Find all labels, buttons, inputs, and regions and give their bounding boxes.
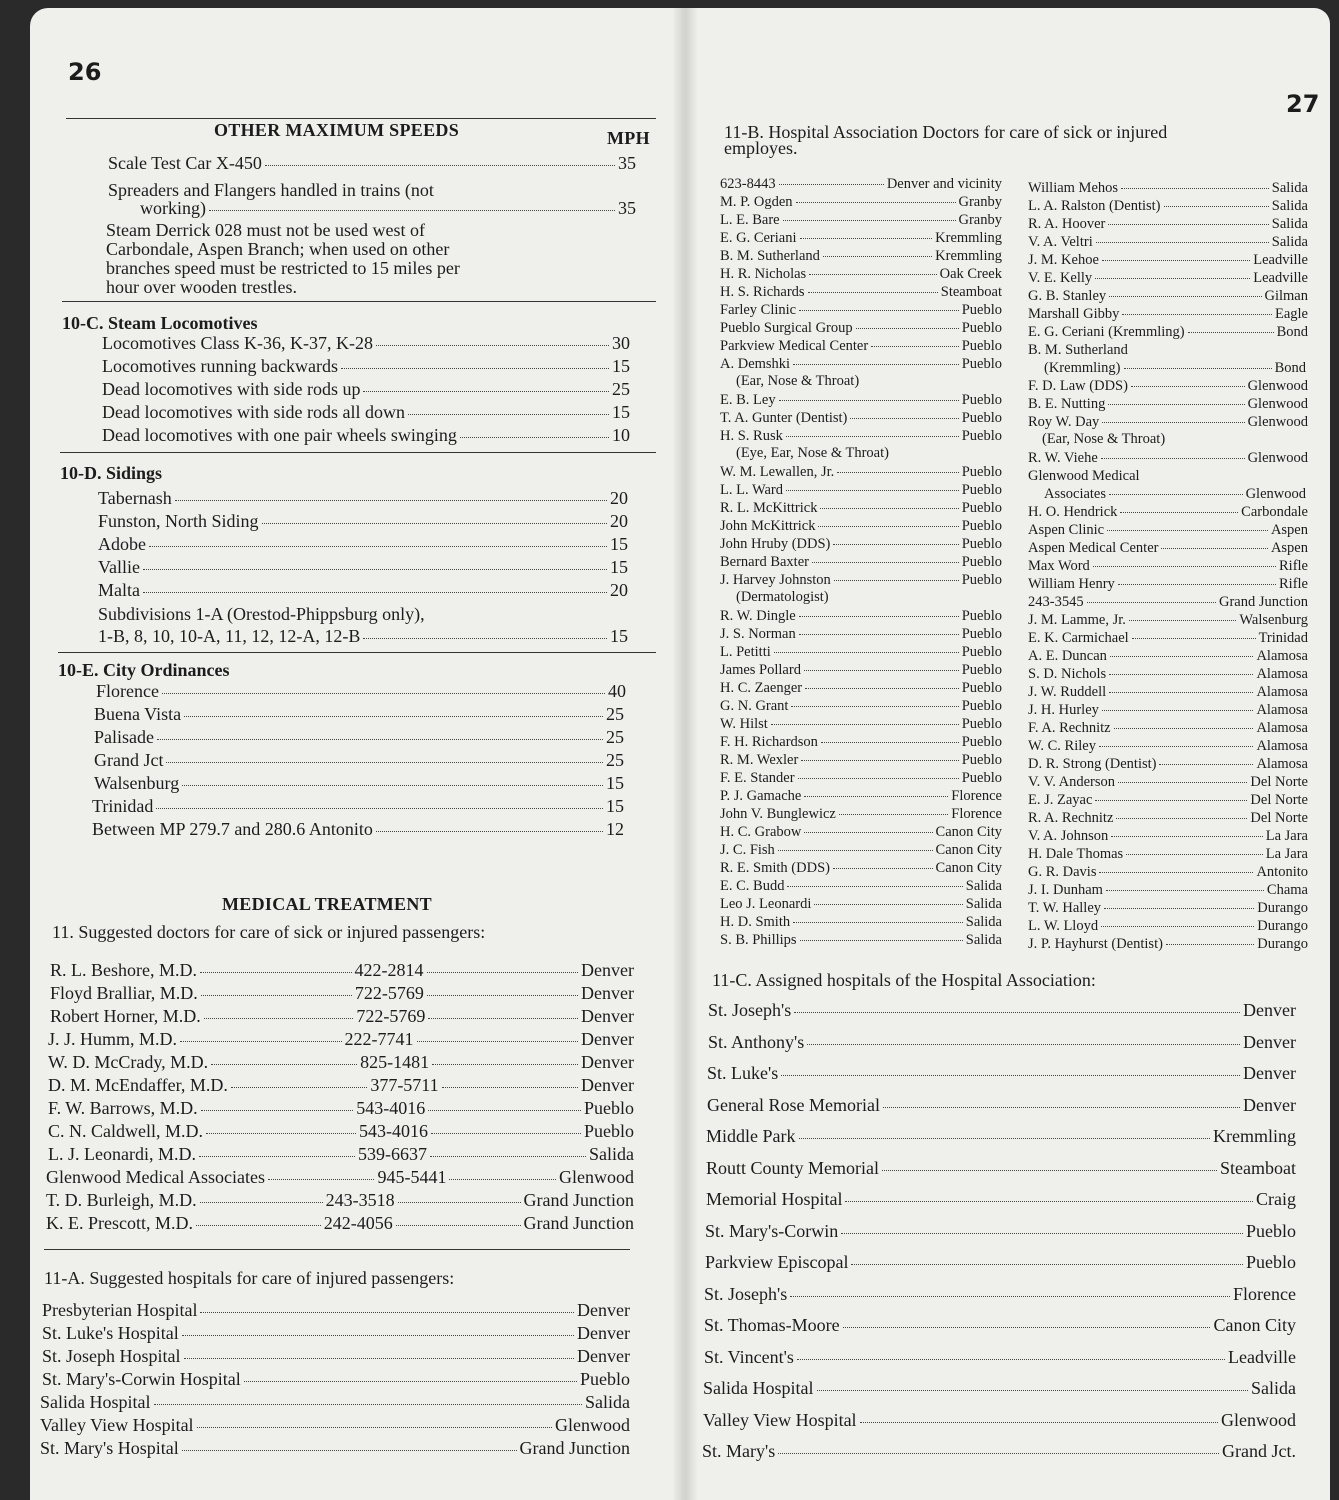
assigned-hospital-row: St. Luke's Denver [707,1063,1296,1083]
association-doctor-row: S. D. Nichols Alamosa [1028,666,1308,682]
association-doctor-row: T. W. Halley Durango [1028,900,1308,916]
association-doctor-row: E. G. Ceriani Kremmling [720,230,1002,246]
doctor-row: Floyd Bralliar, M.D. 722-5769 Denver [50,983,635,1003]
association-doctor-row: F. E. Stander Pueblo [720,770,1002,786]
assigned-hospital-row: Valley View Hospital Glenwood [703,1409,1296,1430]
association-doctor-row: Associates Glenwood [1044,486,1306,502]
assigned-hospital-row: St. Joseph's Florence [704,1283,1296,1304]
speed-row: Palisade 25 [94,727,624,747]
speed-row: Locomotives Class K-36, K-37, K-28 30 [102,333,630,353]
specialty-note: (Eye, Ear, Nose & Throat) [736,445,889,461]
association-doctor-row: G. B. Stanley Gilman [1028,288,1308,304]
association-doctor-row: P. J. Gamache Florence [720,788,1002,804]
association-doctor-row: J. M. Kehoe Leadville [1028,252,1308,268]
association-doctor-row: F. A. Rechnitz Alamosa [1028,720,1308,736]
speed-row: Malta 20 [98,580,628,600]
section-10e-title: 10-E. City Ordinances [58,660,230,680]
association-doctor-row: M. P. Ogden Granby [720,194,1002,210]
section-10d-title: 10-D. Sidings [60,463,163,483]
association-doctor-row: S. B. Phillips Salida [720,932,1002,948]
doctor-row: T. D. Burleigh, M.D. 243-3518 Grand Junction [46,1190,635,1210]
association-doctor-row: R. A. Hoover Salida [1028,216,1308,232]
assigned-hospital-row: Memorial Hospital Craig [706,1189,1296,1209]
medical-treatment-title: MEDICAL TREATMENT [222,894,432,914]
doctor-row: J. J. Humm, M.D. 222-7741 Denver [48,1029,634,1049]
speed-row: Adobe 15 [98,534,628,554]
assigned-hospital-row: Salida Hospital Salida [703,1378,1296,1398]
association-doctor-row: H. S. Richards Steamboat [720,284,1002,300]
section-10c-title: 10-C. Steam Locomotives [62,313,258,333]
assigned-hospital-row: St. Anthony's Denver [708,1031,1296,1052]
assigned-hospital-row: St. Joseph's Denver [708,1000,1296,1020]
association-doctor-row: J. Harvey Johnston Pueblo [720,572,1002,588]
association-doctor-row: J. M. Lamme, Jr. Walsenburg [1028,612,1308,628]
association-doctor-row: H. R. Nicholas Oak Creek [720,266,1002,282]
hospital-row: St. Joseph Hospital Denver [42,1346,630,1366]
association-doctor-row: L. E. Bare Granby [720,212,1002,228]
association-doctor-row: Aspen Medical Center Aspen [1028,540,1308,556]
assigned-hospital-row: General Rose Memorial Denver [707,1094,1296,1115]
association-doctor-row: R. E. Smith (DDS) Canon City [720,860,1002,876]
association-doctor-row: Roy W. Day Glenwood [1028,414,1308,430]
association-doctor-row: R. W. Viehe Glenwood [1028,450,1308,466]
book-gutter [672,8,698,1500]
speed-row: Dead locomotives with side rods all down 15 [102,402,630,422]
association-doctor-row: J. W. Ruddell Alamosa [1028,684,1308,700]
association-doctor-row: E. B. Ley Pueblo [720,392,1002,408]
divider [58,652,656,653]
assigned-hospital-row: Middle Park Kremmling [706,1126,1296,1146]
section-11-intro: 11. Suggested doctors for care of sick or injured passengers: [52,922,486,942]
speed-row: Tabernash 20 [98,488,628,508]
association-doctor-row: H. S. Rusk Pueblo [720,428,1002,444]
divider [60,452,656,453]
speed-row: 1-B, 8, 10, 10-A, 11, 12, 12-A, 12-B 15 [98,626,628,646]
doctor-row: L. J. Leonardi, M.D. 539-6637 Salida [48,1144,635,1164]
association-doctor-row: 243-3545 Grand Junction [1028,594,1308,610]
doctor-row: Robert Horner, M.D. 722-5769 Denver [50,1006,635,1026]
association-doctor-row: Max Word Rifle [1028,558,1308,574]
assigned-hospital-row: Routt County Memorial Steamboat [706,1157,1296,1178]
hospital-row: St. Mary's-Corwin Hospital Pueblo [42,1369,630,1389]
association-doctor-row: John V. Bunglewicz Florence [720,806,1002,822]
association-doctor-row: V. V. Anderson Del Norte [1028,774,1308,790]
speed-row: Buena Vista 25 [94,704,624,724]
speed-text: hour over wooden trestles. [106,277,297,297]
association-doctor-name: Glenwood Medical [1028,468,1140,484]
association-doctor-row: F. D. Law (DDS) Glenwood [1028,378,1308,394]
hospital-row: St. Luke's Hospital Denver [42,1323,630,1343]
doctor-row: R. L. Beshore, M.D. 422-2814 Denver [50,960,635,980]
speed-row: Trinidad 15 [92,796,624,816]
speed-text: Subdivisions 1-A (Orestod-Phippsburg only), [98,604,425,624]
association-doctor-row: James Pollard Pueblo [720,662,1002,678]
doctor-row: W. D. McCrady, M.D. 825-1481 Denver [48,1052,635,1072]
speed-row: Between MP 279.7 and 280.6 Antonito 12 [92,819,624,839]
page-number-left: 26 [68,58,102,86]
assigned-hospital-row: St. Thomas-Moore Canon City [704,1315,1296,1335]
speed-row: Funston, North Siding 20 [98,511,628,531]
association-doctor-row: John McKittrick Pueblo [720,518,1002,534]
assigned-hospital-row: St. Mary's Grand Jct. [702,1441,1296,1461]
association-doctor-row: V. A. Johnson La Jara [1028,828,1308,844]
association-doctor-row: W. C. Riley Alamosa [1028,738,1308,754]
association-doctor-row: L. W. Lloyd Durango [1028,918,1308,934]
association-doctor-row: E. G. Ceriani (Kremmling) Bond [1028,324,1308,340]
section-11a-intro: 11-A. Suggested hospitals for care of injured passengers: [44,1268,455,1288]
association-doctor-row: T. A. Gunter (Dentist) Pueblo [720,410,1002,426]
association-doctor-row: William Henry Rifle [1028,576,1308,592]
association-doctor-row: H. D. Smith Salida [720,914,1002,930]
speed-row: Walsenburg 15 [94,773,624,793]
association-doctor-row: J. I. Dunham Chama [1028,882,1308,898]
association-doctor-row: E. J. Zayac Del Norte [1028,792,1308,808]
divider [62,301,656,302]
assigned-hospital-row: Parkview Episcopal Pueblo [705,1252,1296,1272]
speed-text: branches speed must be restricted to 15 miles per [106,258,460,278]
association-doctor-row: Parkview Medical Center Pueblo [720,338,1002,354]
association-doctor-row: John Hruby (DDS) Pueblo [720,536,1002,552]
association-doctor-row: G. R. Davis Antonito [1028,864,1308,880]
hospital-row: Salida Hospital Salida [40,1392,630,1412]
association-doctor-row: L. A. Ralston (Dentist) Salida [1028,198,1308,214]
association-doctor-row: J. P. Hayhurst (Dentist) Durango [1028,936,1308,952]
speed-row: Locomotives running backwards 15 [102,356,630,376]
association-doctor-row: V. E. Kelly Leadville [1028,270,1308,286]
hospital-row: Valley View Hospital Glenwood [40,1415,630,1435]
speed-row: Scale Test Car X-450 35 [108,153,636,173]
association-doctor-row: H. O. Hendrick Carbondale [1028,504,1308,520]
association-doctor-row: L. Petitti Pueblo [720,644,1002,660]
speed-row: Dead locomotives with one pair wheels swinging 10 [102,425,630,445]
assigned-hospital-row: St. Mary's-Corwin Pueblo [705,1220,1296,1241]
association-doctor-row: V. A. Veltri Salida [1028,234,1308,250]
doctor-row: C. N. Caldwell, M.D. 543-4016 Pueblo [48,1121,635,1141]
association-doctor-row: B. M. Sutherland Kremmling [720,248,1002,264]
association-doctor-row: H. C. Grabow Canon City [720,824,1002,840]
association-doctor-row: William Mehos Salida [1028,180,1308,196]
doctor-row: Glenwood Medical Associates 945-5441 Glenwood [46,1167,635,1187]
association-doctor-name: B. M. Sutherland [1028,342,1128,358]
max-speeds-title: OTHER MAXIMUM SPEEDS [214,120,460,140]
association-doctor-row: Farley Clinic Pueblo [720,302,1002,318]
association-doctor-row: E. C. Budd Salida [720,878,1002,894]
divider [66,118,656,119]
association-doctor-row: D. R. Strong (Dentist) Alamosa [1028,756,1308,772]
association-doctor-row: J. C. Fish Canon City [720,842,1002,858]
association-doctor-row: R. M. Wexler Pueblo [720,752,1002,768]
section-11c-intro: 11-C. Assigned hospitals of the Hospital Association: [712,970,1096,990]
association-doctor-row: Aspen Clinic Aspen [1028,522,1308,538]
speed-row: Florence 40 [96,681,626,701]
speed-text: Spreaders and Flangers handled in trains (not [108,180,434,200]
specialty-note: (Ear, Nose & Throat) [736,373,860,389]
association-doctor-row: Pueblo Surgical Group Pueblo [720,320,1002,336]
divider [44,1249,630,1250]
association-doctor-row: W. Hilst Pueblo [720,716,1002,732]
speed-text: Carbondale, Aspen Branch; when used on other [106,239,450,259]
speed-row: Dead locomotives with side rods up 25 [102,379,630,399]
association-doctor-row: 623-8443 Denver and vicinity [720,176,1002,192]
section-11b-intro: 11-B. Hospital Association Doctors for care of sick or injured [724,122,1168,142]
specialty-note: (Ear, Nose & Throat) [1042,431,1166,447]
association-doctor-row: A. Demshki Pueblo [720,356,1002,372]
association-doctor-row: R. L. McKittrick Pueblo [720,500,1002,516]
hospital-row: St. Mary's Hospital Grand Junction [40,1438,630,1458]
mph-header: MPH [607,128,650,148]
association-doctor-row: J. H. Hurley Alamosa [1028,702,1308,718]
association-doctor-row: H. Dale Thomas La Jara [1028,846,1308,862]
association-doctor-row: L. L. Ward Pueblo [720,482,1002,498]
association-doctor-row: E. K. Carmichael Trinidad [1028,630,1308,646]
section-11b-intro-cont: employes. [724,138,798,158]
doctor-row: F. W. Barrows, M.D. 543-4016 Pueblo [48,1098,634,1118]
association-doctor-row: A. E. Duncan Alamosa [1028,648,1308,664]
hospital-row: Presbyterian Hospital Denver [42,1300,630,1320]
specialty-note: (Dermatologist) [736,589,829,605]
association-doctor-row: Bernard Baxter Pueblo [720,554,1002,570]
association-doctor-row: Leo J. Leonardi Salida [720,896,1002,912]
speed-row: Vallie 15 [98,557,628,577]
association-doctor-row: H. C. Zaenger Pueblo [720,680,1002,696]
association-doctor-row: (Kremmling) Bond [1044,360,1306,376]
doctor-row: D. M. McEndaffer, M.D. 377-5711 Denver [48,1075,635,1095]
association-doctor-row: G. N. Grant Pueblo [720,698,1002,714]
association-doctor-row: B. E. Nutting Glenwood [1028,396,1308,412]
association-doctor-row: W. M. Lewallen, Jr. Pueblo [720,464,1002,480]
association-doctor-row: R. W. Dingle Pueblo [720,608,1002,624]
association-doctor-row: F. H. Richardson Pueblo [720,734,1002,750]
speed-row: Grand Jct 25 [94,750,624,770]
speed-row: working) 35 [140,198,636,218]
association-doctor-row: J. S. Norman Pueblo [720,626,1002,642]
association-doctor-row: R. A. Rechnitz Del Norte [1028,810,1308,826]
doctor-row: K. E. Prescott, M.D. 242-4056 Grand Junction [46,1213,635,1233]
speed-text: Steam Derrick 028 must not be used west of [106,220,425,240]
assigned-hospital-row: St. Vincent's Leadville [704,1346,1296,1367]
page-number-right: 27 [1286,90,1320,118]
association-doctor-row: Marshall Gibby Eagle [1028,306,1308,322]
